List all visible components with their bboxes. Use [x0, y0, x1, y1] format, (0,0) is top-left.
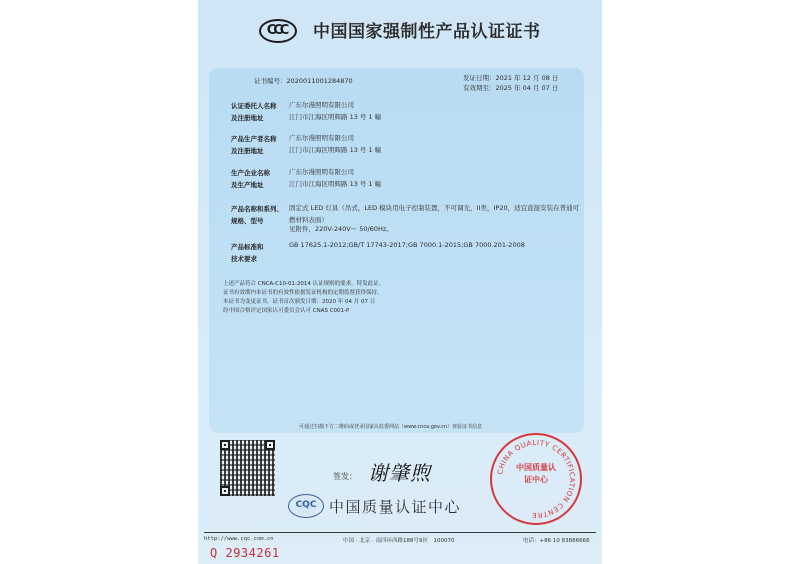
footer-website[interactable]: http://www.cqc.com.cn [204, 536, 274, 542]
standards-label-line2: 技术要求 [231, 255, 257, 263]
cqc-logo-icon: CQC [288, 494, 324, 518]
issue-date-row [463, 73, 558, 82]
footer-phone: 电话：+86 10 83886666 [523, 538, 590, 544]
issuer-name: 中国质量认证中心 [329, 498, 462, 516]
standards-label-line1: 产品标准和 [231, 243, 264, 251]
signature-label: 签发： [333, 472, 357, 481]
certificate-header [198, 12, 602, 48]
qr-finder-icon [220, 486, 230, 496]
applicant-label-line1: 认证委托人名称 [231, 102, 277, 110]
factory-label-line1: 生产企业名称 [231, 169, 270, 177]
verification-note: 可通过扫描下方二维码或登录国家认监委网站（www.cnca.gov.cn）查验证书信息 [299, 424, 483, 430]
expiry-date-row [463, 83, 558, 92]
applicant-name: 广东尔漫照明有限公司 [289, 101, 354, 109]
note-line: 上述产品符合 CNCA-C10-01:2014 认证规则的要求，特发此证。 [223, 281, 385, 287]
qr-finder-icon [220, 440, 230, 450]
manufacturer-address: 江门市江海区明辉路 13 号 1 幢 [289, 146, 382, 154]
manufacturer-label-line1: 产品生产者名称 [231, 135, 277, 143]
factory-label-line2: 及生产地址 [231, 181, 264, 189]
applicant-label-line2: 及注册地址 [231, 114, 264, 122]
qr-finder-icon [265, 440, 275, 450]
note-line: 经中国合格评定国家认可委员会认可 CNAS C001-P [223, 308, 350, 314]
product-description-line3: 见附件，220V-240V～ 50/60Hz。 [289, 225, 393, 233]
certificate-info-panel [209, 68, 584, 433]
manufacturer-name: 广东尔漫照明有限公司 [289, 134, 354, 142]
product-label-line2: 规格、型号 [231, 217, 264, 225]
serial-number [210, 546, 280, 560]
issue-date: 2021 年 12 月 08 日 [495, 74, 559, 82]
standards-value: GB 17625.1-2012;GB/T 17743-2017;GB 7000.1-2015;GB 7000.201-2008 [289, 241, 525, 249]
factory-name: 广东尔漫照明有限公司 [289, 168, 354, 176]
product-description-line2: 燃材料表面） [289, 216, 328, 224]
qr-code[interactable] [220, 440, 275, 496]
expiry-date-label: 有效期至： [463, 84, 496, 92]
footer-address: 中国 · 北京 · 南四环西路188号9区 100070 [343, 538, 455, 544]
svg-text:CHINA QUALITY CERTIFICATION CE: CHINA QUALITY CERTIFICATION CENTRE [496, 438, 577, 520]
expiry-date: 2025 年 04 月 07 日 [495, 84, 559, 92]
signature: 谢肇煦 [368, 461, 431, 485]
note-line: 本证书为变更证书，证书首次颁发日期：2020 年 04 月 07 日 [223, 299, 376, 305]
serial-value: 2934261 [225, 546, 280, 560]
certificate-document [198, 0, 602, 564]
product-label-line1: 产品名称和系列、 [231, 205, 283, 213]
product-description-line1: 固定式 LED 灯具（吊式，LED 模块用电子控制装置，不可调光，II类，IP20，适宜直接安装在普通可 [289, 204, 580, 212]
issue-date-label: 发证日期： [463, 74, 496, 82]
applicant-address: 江门市江海区明辉路 13 号 1 幢 [289, 113, 382, 121]
ccc-logo-icon: CCC [259, 19, 297, 43]
footer-divider [204, 532, 596, 533]
serial-prefix: Q [210, 546, 218, 560]
manufacturer-label-line2: 及注册地址 [231, 147, 264, 155]
factory-address: 江门市江海区明辉路 13 号 1 幢 [289, 180, 382, 188]
certificate-number: 2020011001284870 [286, 77, 353, 85]
seal-center-text: 中国质量认证中心 [516, 462, 556, 484]
note-line: 证书有效期内本证书的有效性依据发证机构的定期监督获得保持。 [223, 290, 383, 296]
certificate-number-label: 证书编号： [254, 77, 287, 85]
official-seal-stamp [490, 433, 582, 525]
certificate-number-row [254, 76, 353, 85]
certificate-title: 中国国家强制性产品认证证书 [313, 22, 541, 42]
